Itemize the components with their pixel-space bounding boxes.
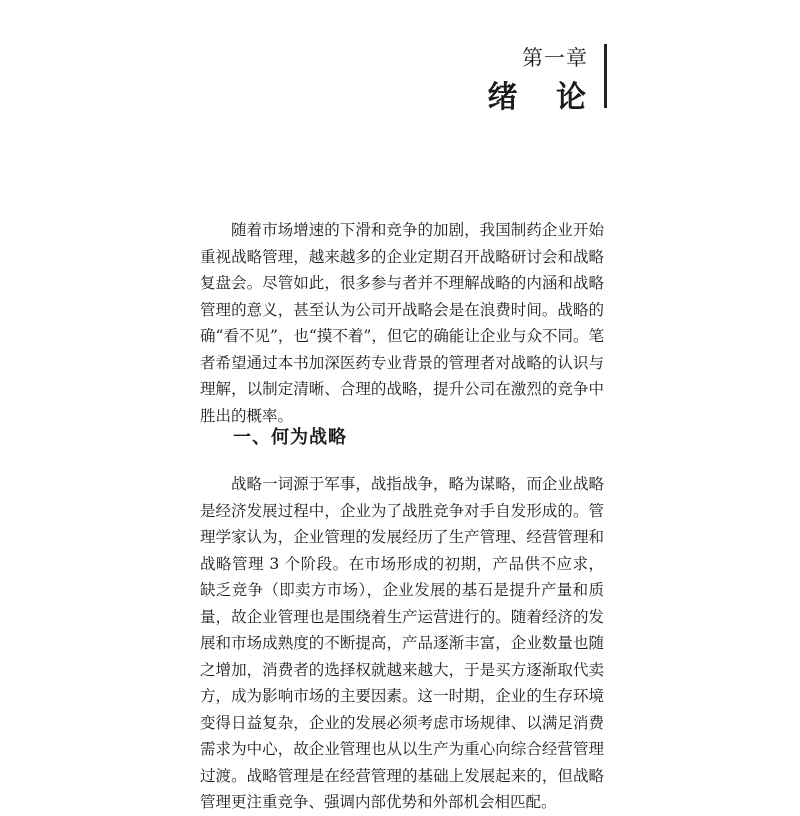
section-paragraph-block	[200, 471, 604, 816]
chapter-header	[488, 40, 600, 118]
chapter-number: 第一章	[522, 46, 588, 70]
section-paragraph: 战略一词源于军事，战指战争，略为谋略，而企业战略是经济发展过程中，企业为了战胜竞争对手自发形成的。管理学家认为，企业管理的发展经历了生产管理、经营管理和战略管理 3 个阶段。在市场形成的初期，产品供不应求，缺乏竞争（即卖方市场），企业发展的基石是提升产量和质量，故企业管理也是围绕着生产运营进行的。随着经济的发展和市场成熟度的不断提高，产品逐渐丰富，企业数量也随之增加，消费者的选择权就越来越大，于是买方逐渐取代卖方，成为影响市场的主要因素。这一时期，企业的生存环境变得日益复杂，企业的发展必须考虑市场规律、以满足消费需求为中心，故企业管理也从以生产为重心向综合经营管理过渡。战略管理是在经营管理的基础上发展起来的，但战略管理更注重竞争、强调内部优势和外部机会相匹配。	[200, 475, 604, 811]
chapter-title: 绪 论	[487, 80, 600, 115]
section-heading: 一、何为战略	[233, 427, 347, 448]
intro-paragraph-block	[200, 217, 604, 429]
chapter-vertical-rule	[604, 44, 607, 108]
intro-paragraph: 随着市场增速的下滑和竞争的加剧，我国制药企业开始重视战略管理，越来越多的企业定期召开战略研讨会和战略复盘会。尽管如此，很多参与者并不理解战略的内涵和战略管理的意义，甚至认为公司开战略会是在浪费时间。战略的确“看不见”，也“摸不着”，但它的确能让企业与众不同。笔者希望通过本书加深医药专业背景的管理者对战略的认识与理解，以制定清晰、合理的战略，提升公司在激烈的竞争中胜出的概率。	[200, 221, 604, 425]
